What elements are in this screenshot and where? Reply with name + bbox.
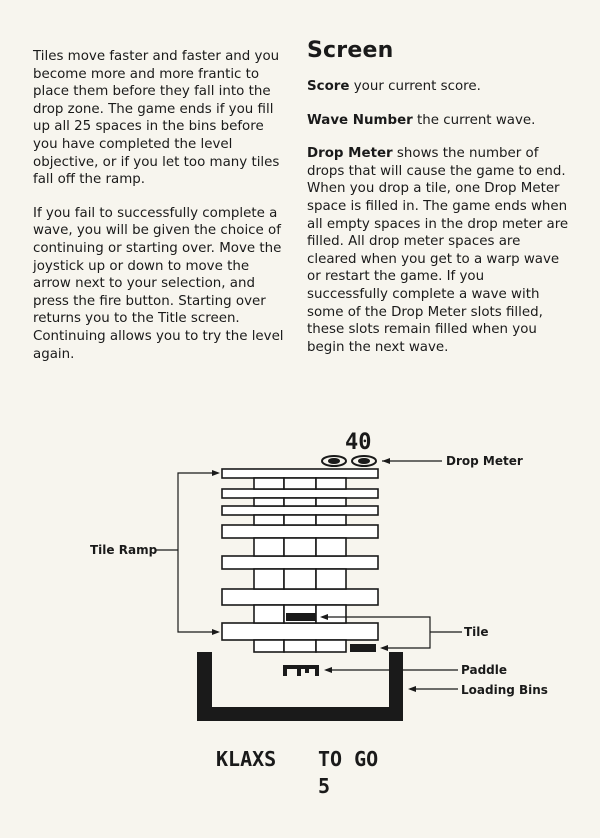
item-wave-number [307, 112, 569, 130]
item-drop-text: shows the number of drops that will cause the game to end. When you drop a tile, one Drop Meter space is filled in. The game ends when all empty spaces in the drop meter are filled. All drop meter spaces are cleared when you get to a warp wave or restart the game. If you successfully complete a wave with some of the Drop Meter slots filled, these slots remain filled when you begin the next wave. [307, 146, 569, 355]
tile-ramp-arrow-bottom [212, 629, 220, 635]
tile-falling [350, 644, 376, 652]
klaxs-label: KLAXS [216, 747, 277, 771]
loading-bins [197, 652, 403, 721]
item-score [307, 78, 569, 96]
paragraph-speed: Tiles move faster and faster and you become more and more frantic to place them before they fall into the drop zone. The game ends if you fill up all 25 spaces in the bins before you have completed the level objective, or if you let too many tiles fall off the ramp. [33, 49, 280, 188]
klaxs-count: 5 [318, 774, 331, 798]
label-paddle: Paddle [461, 663, 508, 677]
score-readout: 40 [345, 430, 372, 455]
to-go-label: TO GO [318, 747, 379, 771]
drop-meter-arrowhead [382, 458, 390, 464]
tile-arrow-lower [380, 645, 388, 651]
item-score-term: Score [307, 79, 350, 94]
item-wave-term: Wave Number [307, 112, 413, 128]
loading-bins-arrowhead [408, 686, 416, 692]
left-column [33, 48, 291, 379]
right-column [307, 38, 569, 372]
label-drop-meter: Drop Meter [446, 454, 523, 468]
paddle-arrowhead [324, 667, 332, 673]
drop-meter [322, 456, 376, 466]
item-wave-text: the current wave. [412, 112, 536, 128]
paddle [283, 665, 319, 676]
screen-diagram-svg [0, 420, 600, 838]
item-score-text: your current score. [349, 79, 481, 94]
tile-ramp [222, 469, 378, 652]
label-loading-bins: Loading Bins [461, 683, 548, 697]
tile-ramp-bracket [155, 473, 218, 632]
label-tile: Tile [464, 625, 489, 639]
item-drop-term: Drop Meter [307, 146, 393, 162]
screen-diagram [0, 420, 600, 838]
tile-on-ramp [286, 613, 316, 621]
label-tile-ramp: Tile Ramp [90, 543, 158, 557]
paragraph-continue: If you fail to successfully complete a wave, you will be given the choice of continuing or starting over. Move the joystick up or down to move the arrow next to your selection, and press the fire button. Starting over returns you to the Title screen. Continuing allows you to try the level again. [33, 205, 284, 362]
item-drop-meter [307, 145, 569, 356]
section-heading: Screen [307, 38, 394, 63]
tile-ramp-arrow-top [212, 470, 220, 476]
